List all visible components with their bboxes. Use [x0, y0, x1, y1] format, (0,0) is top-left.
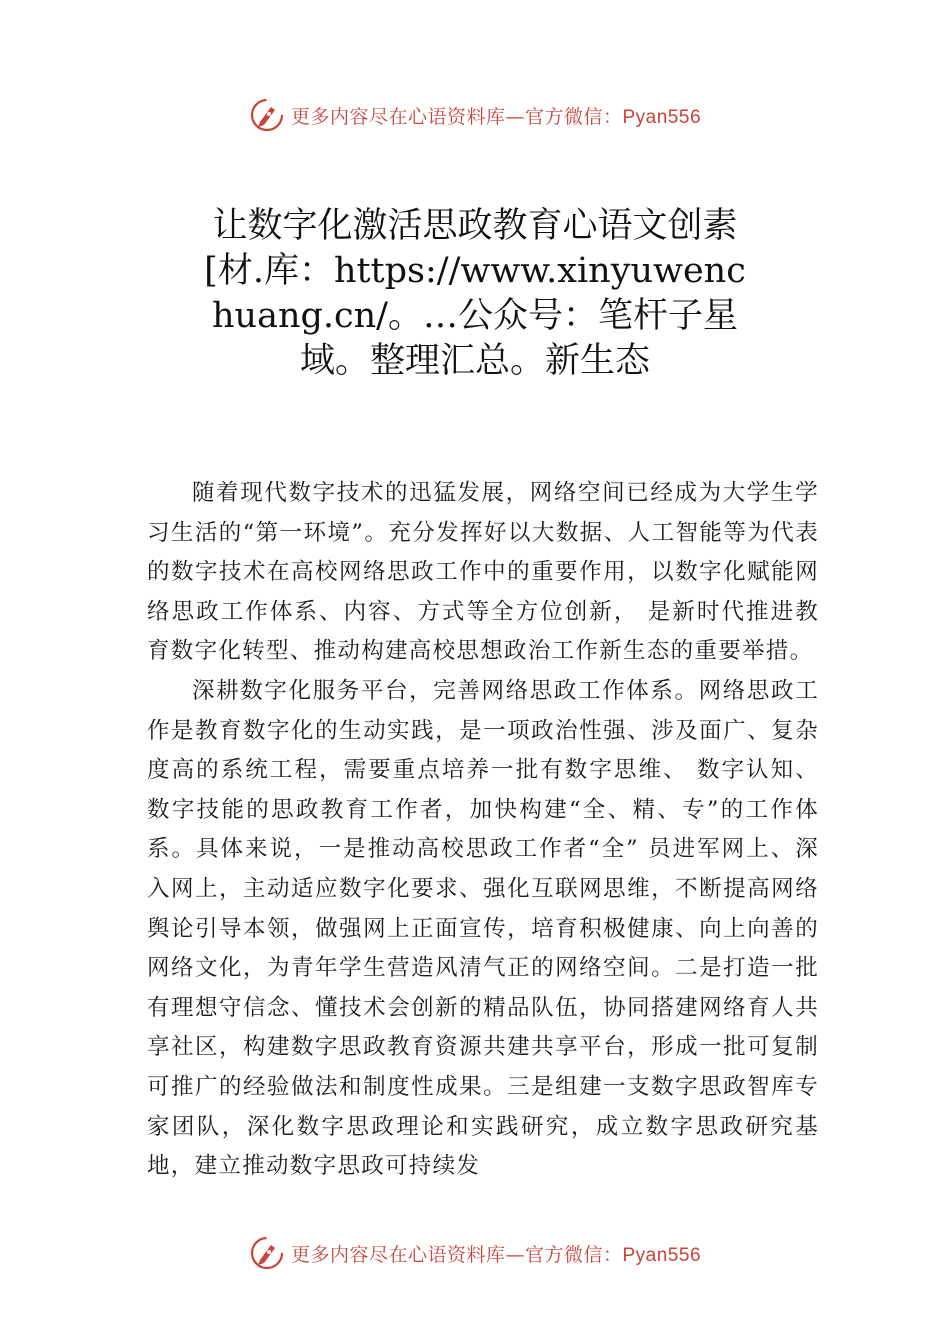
pen-logo-icon	[249, 97, 285, 133]
watermark-banner-top	[0, 90, 950, 140]
watermark-contact-id: Pyan556	[622, 1244, 702, 1266]
watermark-contact-label: 官方微信：	[524, 105, 623, 128]
watermark-contact-label: 官方微信：	[524, 1243, 623, 1266]
document-title: 让数字化激活思政教育心语文创素[材.库：https://www.xinyuwenchuang.cn/。…公众号：笔杆子星域。整理汇总。新生态	[204, 206, 746, 381]
paragraph-2: 深耕数字化服务平台，完善网络思政工作体系。网络思政工作是教育数字化的生动实践，是一项政治性强、涉及面广、复杂度高的系统工程，需要重点培养一批有数字思维、 数字认知、数字技能的思政教育工作者，加快构建“全、精、专”的工作体系。具体来说，一是推动高校思政工作者“全” 员进军网上、深入网上，主动适应数字化要求、强化互联网思维，不断提高网络舆论引导本领，做强网上正面宣传，培育积极健康、向上向善的网络文化，为青年学生营造风清气正的网络空间。二是打造一批有理想守信念、懂技术会创新的精品队伍，协同搭建网络育人共享社区，构建数字思政教育资源共建共享平台，形成一批可复制可推广的经验做法和制度性成果。三是组建一支数字思政智库专家团队，深化数字思政理论和实践研究，成立数字思政研究基地，建立推动数字思政可持续发	[147, 677, 819, 1180]
watermark-contact-id: Pyan556	[622, 106, 702, 128]
watermark-separator: —	[505, 105, 525, 128]
watermark-text	[291, 102, 701, 129]
document-body	[147, 474, 819, 1187]
watermark-slogan: 更多内容尽在心语资料库	[290, 1243, 506, 1266]
watermark-slogan: 更多内容尽在心语资料库	[290, 105, 506, 128]
paragraph-1: 随着现代数字技术的迅猛发展，网络空间已经成为大学生学习生活的“第一环境”。充分发挥好以大数据、人工智能等为代表的数字技术在高校网络思政工作中的重要作用，以数字化赋能网络思政工作体系、内容、方式等全方位创新， 是新时代推进教育数字化转型、推动构建高校思想政治工作新生态的重要举措。	[147, 480, 819, 665]
watermark-text	[291, 1240, 701, 1267]
watermark-banner-bottom	[0, 1228, 950, 1278]
pen-logo-icon	[249, 1235, 285, 1271]
watermark-separator: —	[505, 1243, 525, 1266]
